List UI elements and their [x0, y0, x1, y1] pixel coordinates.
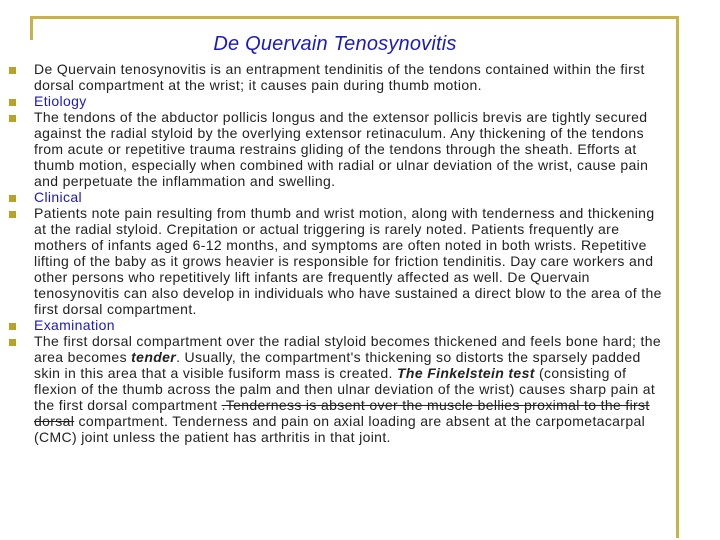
exam-finkelstein-test: The Finkelstein test: [397, 365, 535, 381]
exam-text-part3: (consisting of flexion of the thumb across the palm and then ulnar deviation of the wrist) causes sharp pain at the first dorsal compartment: [34, 365, 656, 413]
bullet-square-icon: [9, 115, 16, 122]
exam-strikethrough-text: .Tenderness is absent over the muscle bellies proximal to the first dorsal: [34, 397, 650, 429]
exam-text-part4: compartment. Tenderness and pain on axial loading are absent at the carpometacarpal (CMC) joint unless the patient has arthritis in that joint.: [34, 413, 646, 445]
bullet-square-icon: [9, 339, 16, 346]
bullet-square-icon: [9, 195, 16, 202]
list-item-intro: [0, 61, 676, 93]
exam-text-part2: . Usually, the compartment's thickening so distorts the sparsely padded skin in this area that a visible fusiform mass is created.: [34, 349, 641, 381]
bullet-square-icon: [9, 67, 16, 74]
list-item-etiology-text: [0, 109, 676, 189]
exam-text-part1: The first dorsal compartment over the radial styloid becomes thickened and feels bone hard; the area becomes: [34, 333, 662, 365]
clinical-text: Patients note pain resulting from thumb and wrist motion, along with tenderness and thickening at the radial styloid. Crepitation or actual triggering is rarely noted. Patients frequently are mothers of infants aged 6-12 months, and symptoms are often noted in both wrists. Repetitive lifting of the baby as it grows heavier is responsible for friction tendinitis. Day care workers and other persons who repetitively lift infants are frequently affected as well. De Quervain tenosynovitis can also develop in individuals who have sustained a direct blow to the area of the first dorsal compartment.: [34, 205, 662, 317]
frame-right-line: [676, 16, 679, 538]
list-item-etiology-heading: [0, 93, 676, 109]
examination-heading: Examination: [34, 317, 115, 333]
bullet-square-icon: [9, 99, 16, 106]
bullet-square-icon: [9, 211, 16, 218]
slide-title: De Quervain Tenosynovitis: [213, 33, 457, 55]
list-item-examination-text: [0, 333, 676, 445]
bullet-list: [0, 61, 676, 445]
exam-tender-keyword: tender: [131, 349, 177, 365]
clinical-heading: Clinical: [34, 189, 82, 205]
list-item-clinical-heading: [0, 189, 676, 205]
etiology-heading: Etiology: [34, 93, 87, 109]
etiology-text: The tendons of the abductor pollicis longus and the extensor pollicis brevis are tightly secured against the radial styloid by the overlying extensor retinaculum. Any thickening of the tendons from acute or repetitive trauma restrains gliding of the tendons through the sheath. Efforts at thumb motion, especially when combined with radial or ulnar deviation of the wrist, cause pain and perpetuate the inflammation and swelling.: [34, 109, 649, 189]
bullet-square-icon: [9, 323, 16, 330]
frame-top-line: [30, 16, 678, 19]
list-item-clinical-text: [0, 205, 676, 317]
list-item-examination-heading: [0, 317, 676, 333]
intro-text: De Quervain tenosynovitis is an entrapment tendinitis of the tendons contained within the first dorsal compartment at the wrist; it causes pain during thumb motion.: [34, 61, 645, 93]
